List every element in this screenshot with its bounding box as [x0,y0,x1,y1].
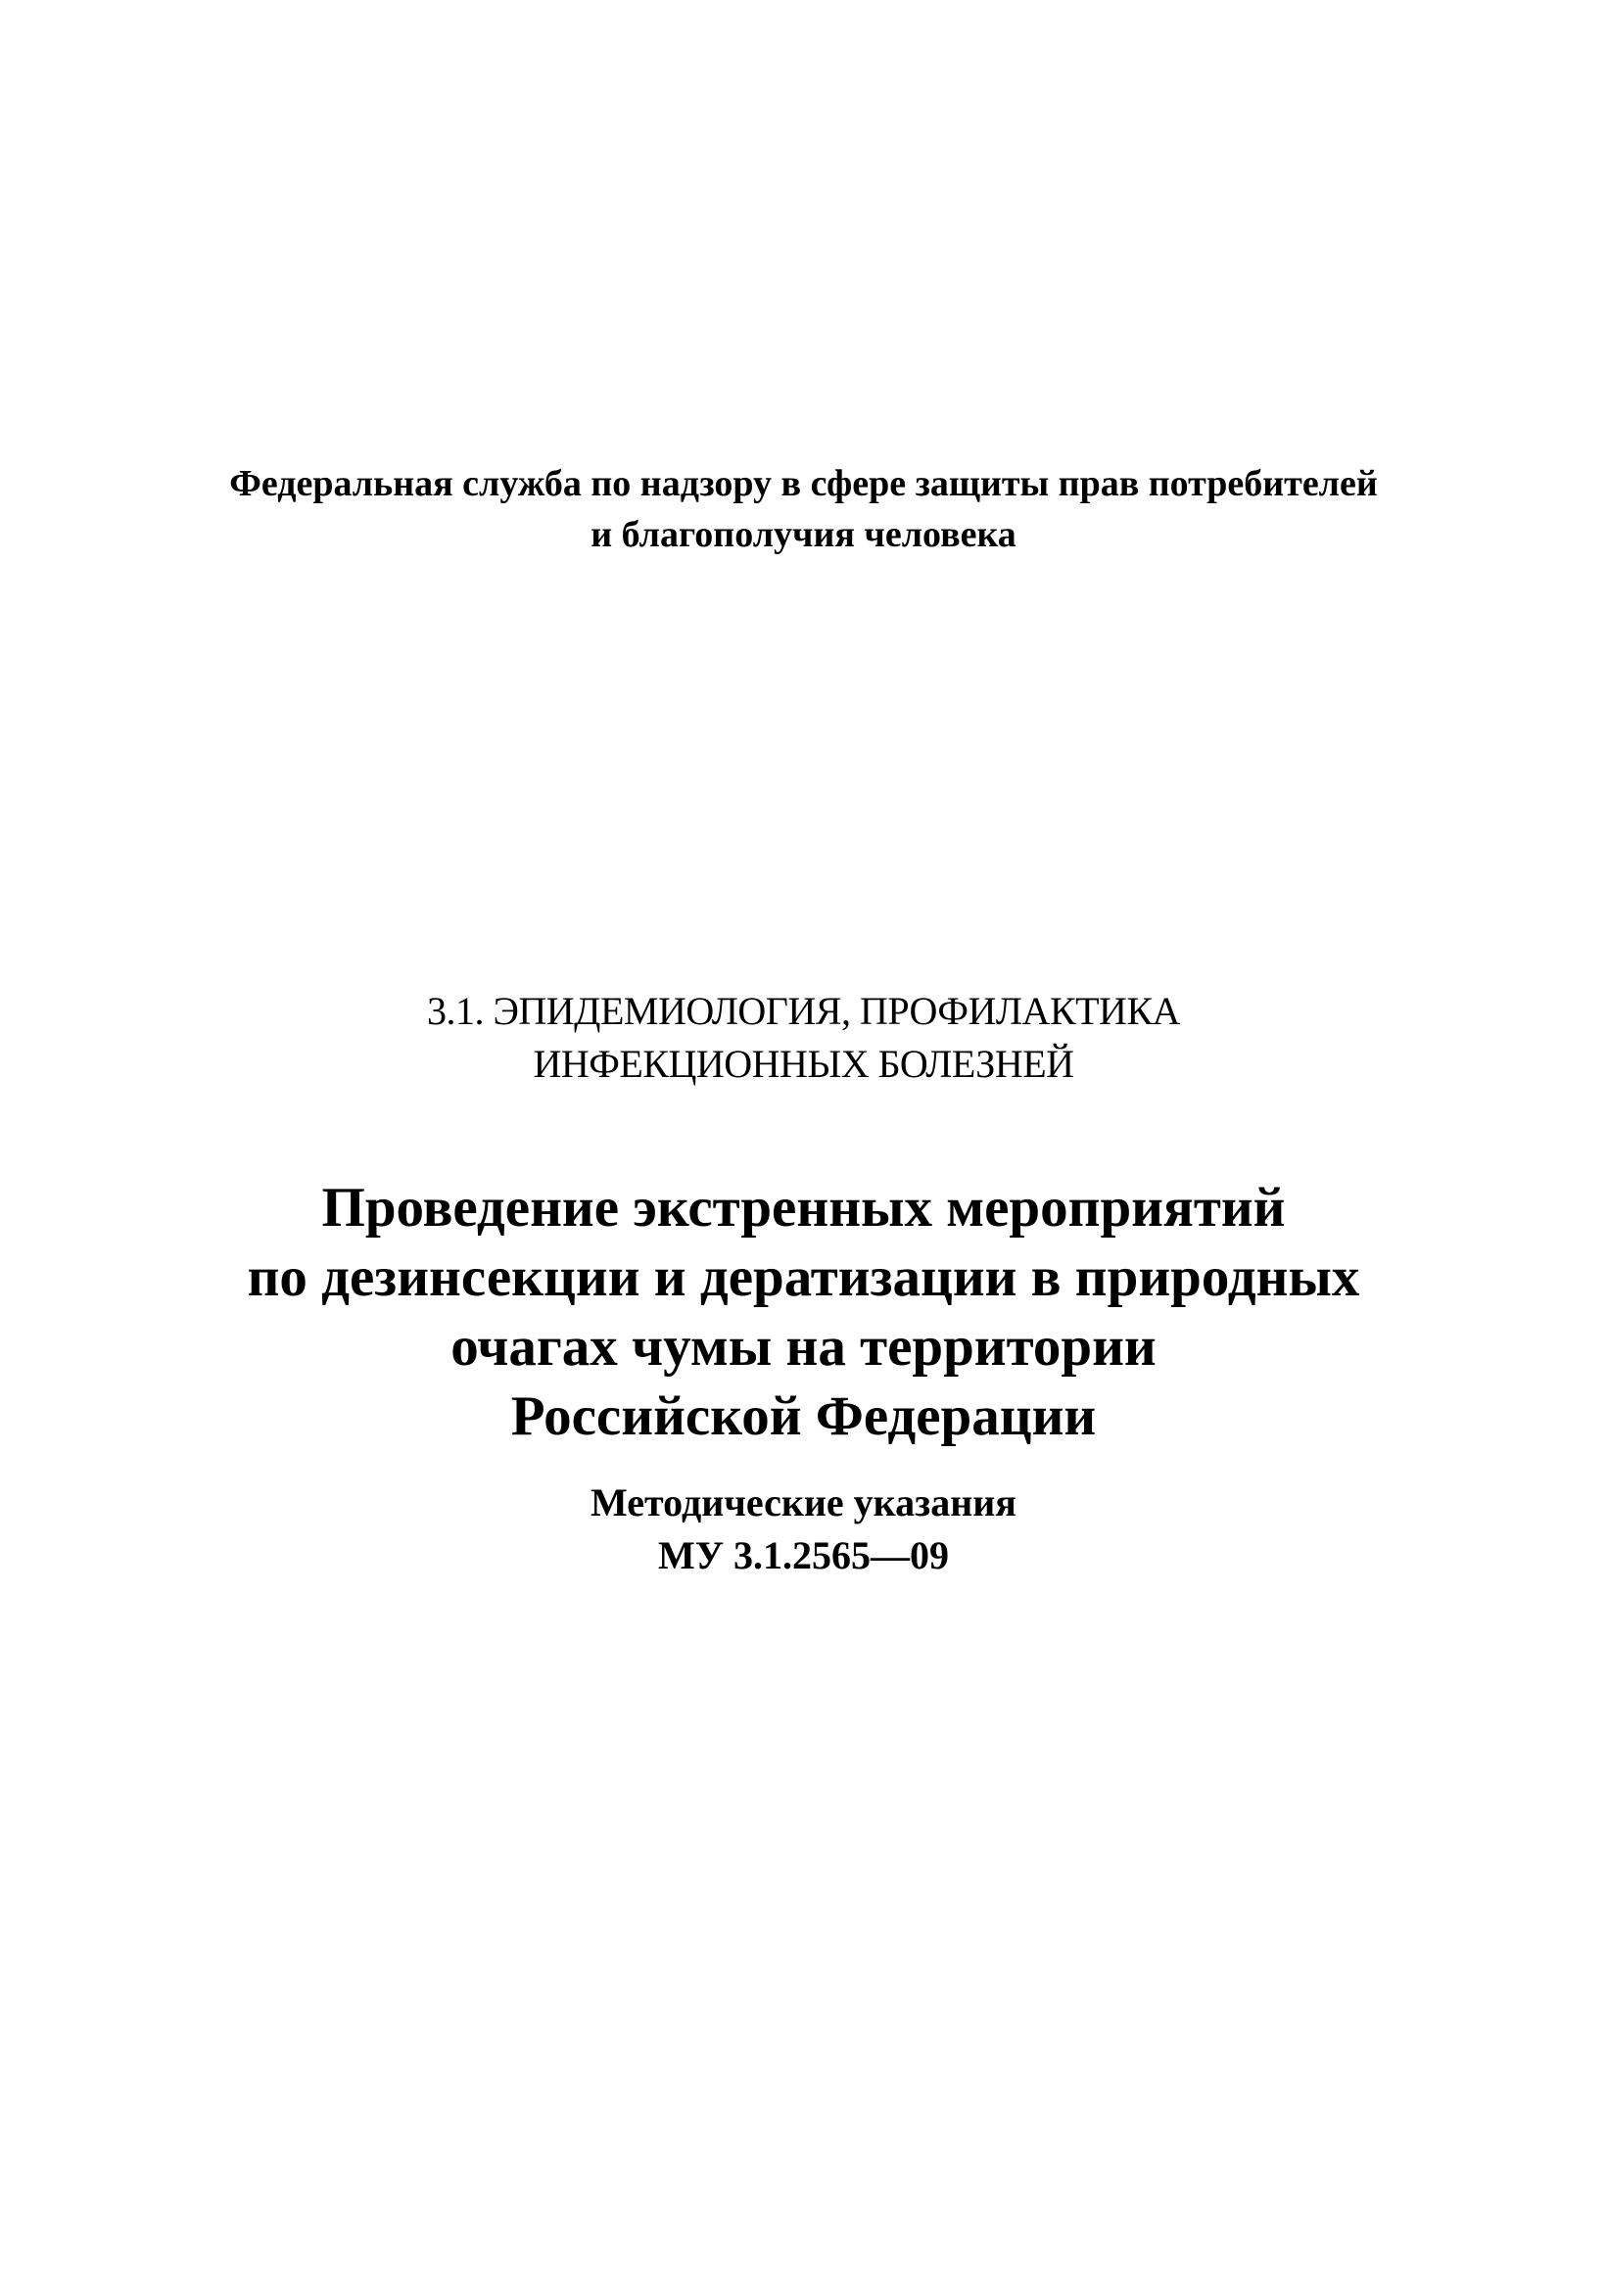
section-heading-line-1: 3.1. ЭПИДЕМИОЛОГИЯ, ПРОФИЛАКТИКА [426,989,1181,1033]
document-number: МУ 3.1.2565—09 [657,1533,950,1577]
agency-name-line-1: Федеральная служба по надзору в сфере защиты прав потребителей [229,463,1378,504]
document-title-line-1: Проведение экстренных мероприятий [321,1177,1286,1239]
section-heading-line-2: ИНФЕКЦИОННЫХ БОЛЕЗНЕЙ [533,1042,1074,1086]
agency-name [0,458,1607,560]
document-title-line-2: по дезинсекции и дератизации в природных [247,1246,1360,1308]
document-type: Методические указания [591,1480,1016,1524]
agency-name-line-2: и благополучия человека [591,514,1016,555]
section-heading [0,985,1607,1091]
document-designation [0,1476,1607,1582]
document-title [0,1173,1607,1451]
document-title-line-4: Российской Федерации [510,1385,1097,1447]
document-title-line-3: очагах чумы на территории [450,1316,1157,1378]
